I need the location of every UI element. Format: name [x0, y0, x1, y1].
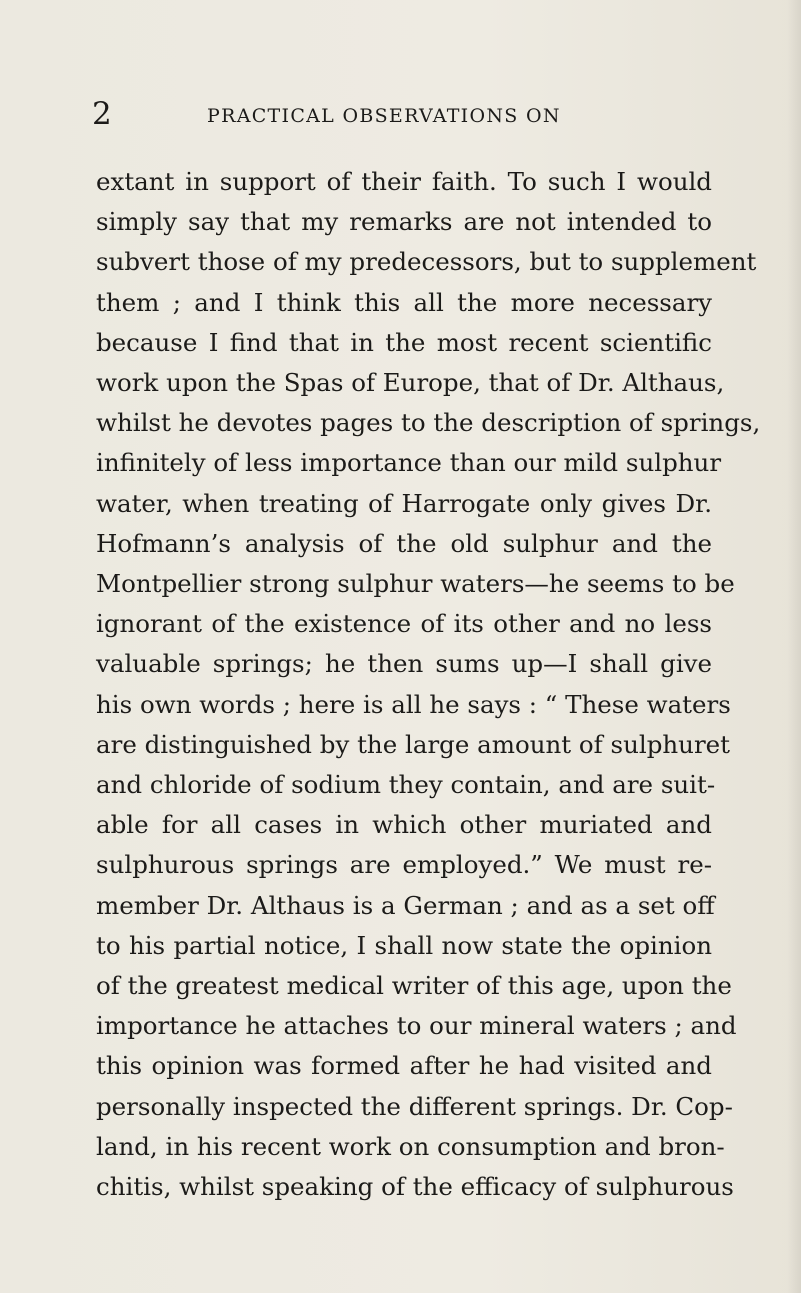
text-line: valuable springs; he then sums up—I shall give [96, 649, 712, 679]
text-line: simply say that my remarks are not intended to [96, 207, 712, 237]
text-line: chitis, whilst speaking of the efficacy of sulphurous [96, 1172, 734, 1202]
text-line: Montpellier strong sulphur waters—he seems to be [96, 569, 735, 599]
text-line: subvert those of my predecessors, but to supplement [96, 247, 757, 277]
text-line: are distinguished by the large amount of sulphuret [96, 729, 730, 759]
page-edge-shadow [787, 0, 801, 1293]
body-text [96, 162, 761, 1207]
text-line: member Dr. Althaus is a German ; and as a set off [96, 890, 715, 920]
text-line: whilst he devotes pages to the description of springs, [96, 408, 761, 438]
text-line: them ; and I think this all the more necessary [96, 287, 712, 317]
text-line: land, in his recent work on consumption and bron- [96, 1131, 725, 1161]
text-line: and chloride of sodium they contain, and are suit- [96, 770, 716, 800]
text-line: because I find that in the most recent scientific [96, 327, 712, 357]
text-line: of the greatest medical writer of this age, upon the [96, 971, 732, 1001]
page-number: 2 [92, 96, 112, 132]
text-line: importance he attaches to our mineral waters ; and [96, 1011, 737, 1041]
text-line: extant in support of their faith. To such I would [96, 167, 712, 196]
running-head: PRACTICAL OBSERVATIONS ON [207, 105, 561, 127]
text-line: personally inspected the different springs. Dr. Cop- [96, 1091, 733, 1121]
text-line: able for all cases in which other muriated and [96, 810, 712, 840]
text-line: Hofmann’s analysis of the old sulphur and the [96, 528, 712, 558]
text-line: water, when treating of Harrogate only gives Dr. [96, 488, 712, 518]
text-line: this opinion was formed after he had visited and [96, 1051, 712, 1081]
text-line: ignorant of the existence of its other and no less [96, 609, 712, 639]
text-line: his own words ; here is all he says : “ These waters [96, 689, 731, 719]
text-line: to his partial notice, I shall now state the opinion [96, 930, 712, 960]
text-line: infinitely of less importance than our mild sulphur [96, 448, 722, 478]
text-line: work upon the Spas of Europe, that of Dr. Althaus, [96, 368, 725, 398]
text-line: sulphurous springs are employed.” We must re- [96, 850, 712, 880]
